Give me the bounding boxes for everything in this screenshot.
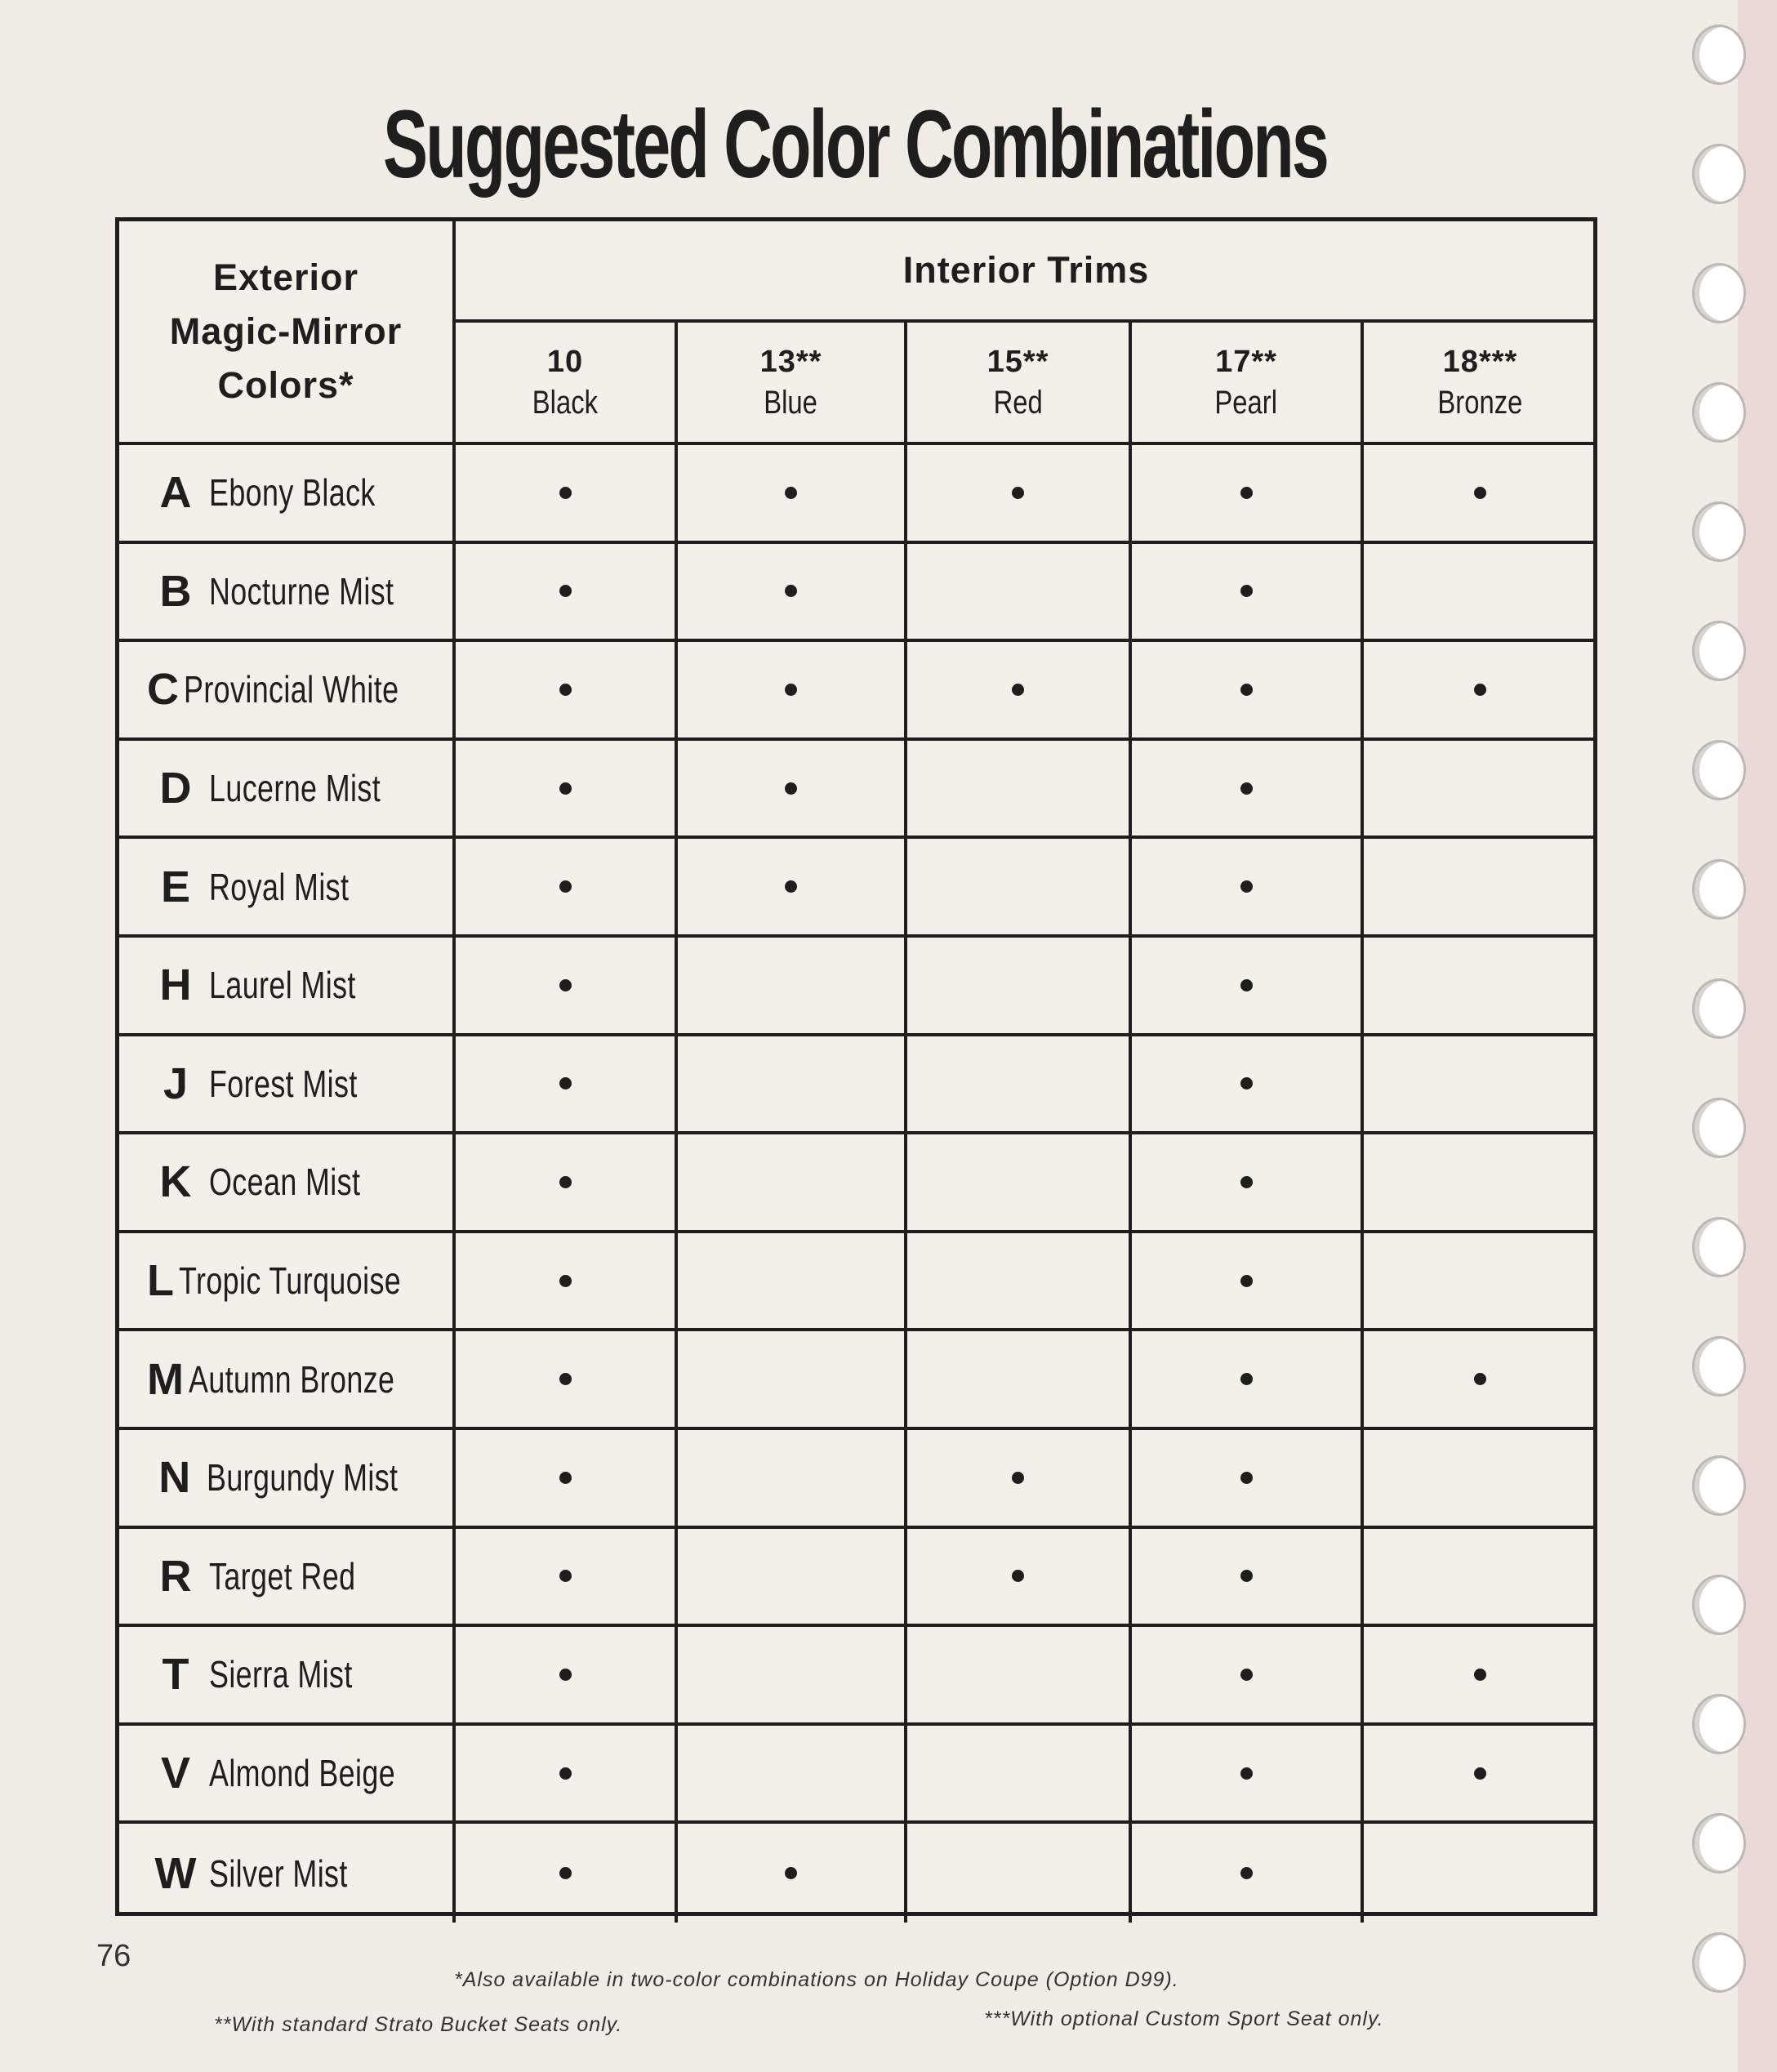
combination-cell — [1132, 1134, 1364, 1233]
available-dot-icon — [559, 880, 572, 893]
combination-cell — [1132, 642, 1364, 741]
available-dot-icon — [559, 1373, 572, 1385]
available-dot-icon — [1240, 979, 1253, 991]
exterior-color-code: L — [147, 1256, 174, 1306]
exterior-color-name: Tropic Turquoise — [179, 1259, 402, 1303]
combination-cell — [1364, 544, 1597, 643]
available-dot-icon — [559, 487, 572, 499]
combination-cell — [456, 1726, 678, 1825]
exterior-color-label — [119, 938, 456, 1036]
combination-cell — [456, 1331, 678, 1430]
binder-hole-icon — [1692, 1336, 1746, 1397]
trim-code: 15** — [986, 345, 1049, 379]
available-dot-icon — [785, 684, 797, 696]
available-dot-icon — [1012, 1570, 1024, 1582]
combination-cell — [907, 1036, 1132, 1135]
exterior-color-code: W — [154, 1848, 197, 1898]
binding-edge — [1738, 0, 1777, 2072]
exterior-color-label — [119, 1331, 456, 1430]
available-dot-icon — [559, 585, 572, 597]
available-dot-icon — [1240, 1867, 1253, 1879]
exterior-color-name: Nocturne Mist — [209, 569, 394, 613]
exterior-color-name: Burgundy Mist — [207, 1456, 399, 1499]
combination-cell — [1132, 1529, 1364, 1628]
exterior-color-code: C — [147, 665, 179, 715]
combination-cell — [1364, 1036, 1597, 1135]
trim-code: 17** — [1215, 345, 1277, 379]
combination-cell — [678, 642, 907, 741]
exterior-color-name: Almond Beige — [209, 1752, 396, 1795]
exterior-color-name: Sierra Mist — [209, 1653, 353, 1696]
binder-hole-icon — [1692, 1932, 1746, 1993]
combination-cell — [1132, 1824, 1364, 1923]
exterior-color-label — [119, 642, 456, 741]
available-dot-icon — [559, 1275, 572, 1287]
combination-cell — [907, 938, 1132, 1036]
exterior-color-label — [119, 839, 456, 938]
available-dot-icon — [1240, 1176, 1253, 1188]
combination-cell — [907, 1824, 1132, 1923]
available-dot-icon — [1012, 1472, 1024, 1484]
trim-code: 10 — [546, 345, 584, 379]
available-dot-icon — [1240, 1570, 1253, 1582]
trim-header — [1364, 323, 1597, 445]
exterior-color-name: Ebony Black — [209, 471, 376, 515]
combination-cell — [1132, 938, 1364, 1036]
combination-cell — [456, 544, 678, 643]
combination-cell — [456, 1529, 678, 1628]
available-dot-icon — [1012, 487, 1024, 499]
available-dot-icon — [1474, 1373, 1486, 1385]
combination-cell — [907, 1134, 1132, 1233]
available-dot-icon — [559, 1767, 572, 1780]
available-dot-icon — [1240, 487, 1253, 499]
binder-hole-icon — [1692, 1455, 1746, 1516]
binder-hole-icon — [1692, 621, 1746, 681]
available-dot-icon — [1240, 585, 1253, 597]
combination-cell — [1132, 1430, 1364, 1529]
trim-header — [456, 323, 678, 445]
available-dot-icon — [559, 1176, 572, 1188]
combination-cell — [1132, 741, 1364, 840]
exterior-color-code: H — [159, 960, 192, 1010]
available-dot-icon — [559, 1867, 572, 1879]
binder-hole-icon — [1692, 1813, 1746, 1874]
combination-cell — [678, 1036, 907, 1135]
combination-cell — [1364, 1134, 1597, 1233]
combination-cell — [678, 445, 907, 544]
exterior-header-line-1: Exterior — [212, 256, 359, 298]
combination-cell — [1132, 1627, 1364, 1726]
combination-cell — [456, 445, 678, 544]
binder-hole-icon — [1692, 859, 1746, 920]
binder-hole-icon — [1692, 25, 1746, 85]
combination-cell — [1132, 1233, 1364, 1332]
combination-cell — [907, 642, 1132, 741]
exterior-header-line-2: Magic-Mirror — [169, 310, 403, 352]
combination-cell — [907, 1430, 1132, 1529]
trim-header — [907, 323, 1132, 445]
available-dot-icon — [559, 684, 572, 696]
available-dot-icon — [1240, 1767, 1253, 1780]
combination-cell — [456, 1134, 678, 1233]
combination-cell — [907, 839, 1132, 938]
available-dot-icon — [1474, 1669, 1486, 1681]
combination-cell — [678, 938, 907, 1036]
available-dot-icon — [1240, 1373, 1253, 1385]
exterior-color-code: A — [159, 468, 192, 518]
binder-hole-icon — [1692, 740, 1746, 800]
combination-cell — [1364, 445, 1597, 544]
combination-cell — [678, 1529, 907, 1628]
available-dot-icon — [1474, 487, 1486, 499]
available-dot-icon — [1240, 880, 1253, 893]
combination-cell — [678, 1726, 907, 1825]
trim-name: Blue — [764, 385, 818, 421]
available-dot-icon — [785, 585, 797, 597]
combination-cell — [456, 1036, 678, 1135]
exterior-color-code: E — [160, 862, 191, 911]
trim-name: Red — [993, 385, 1043, 421]
binder-hole-icon — [1692, 1217, 1746, 1277]
combination-cell — [907, 1331, 1132, 1430]
available-dot-icon — [785, 880, 797, 893]
available-dot-icon — [1240, 1275, 1253, 1287]
combination-cell — [1132, 1036, 1364, 1135]
exterior-color-code: V — [160, 1749, 191, 1798]
exterior-color-name: Ocean Mist — [209, 1161, 361, 1204]
combination-cell — [1132, 1726, 1364, 1825]
combination-cell — [678, 1331, 907, 1430]
trim-name: Black — [532, 385, 599, 421]
combination-cell — [1364, 938, 1597, 1036]
combination-cell — [1364, 1726, 1597, 1825]
exterior-color-label — [119, 1824, 456, 1923]
available-dot-icon — [1474, 1767, 1486, 1780]
available-dot-icon — [559, 1669, 572, 1681]
combination-cell — [678, 1627, 907, 1726]
combination-cell — [907, 741, 1132, 840]
available-dot-icon — [1240, 1669, 1253, 1681]
combination-cell — [1132, 544, 1364, 643]
trim-header — [1132, 323, 1364, 445]
exterior-color-label — [119, 1529, 456, 1628]
exterior-color-name: Laurel Mist — [209, 964, 356, 1007]
binder-hole-icon — [1692, 978, 1746, 1039]
combination-cell — [907, 1233, 1132, 1332]
exterior-color-label — [119, 1036, 456, 1135]
trim-name: Pearl — [1214, 385, 1278, 421]
exterior-color-name: Silver Mist — [209, 1851, 348, 1895]
combination-cell — [1364, 1824, 1597, 1923]
available-dot-icon — [785, 1867, 797, 1879]
footnote-two-color: *Also available in two-color combinations on Holiday Coupe (Option D99). — [454, 1968, 1179, 1991]
exterior-color-code: D — [159, 764, 192, 813]
color-combination-table — [115, 217, 1597, 1916]
available-dot-icon — [559, 1472, 572, 1484]
available-dot-icon — [1240, 1077, 1253, 1089]
combination-cell — [678, 1233, 907, 1332]
binder-hole-icon — [1692, 1575, 1746, 1635]
exterior-color-label — [119, 1726, 456, 1825]
combination-cell — [456, 938, 678, 1036]
combination-cell — [678, 1134, 907, 1233]
available-dot-icon — [559, 1570, 572, 1582]
combination-cell — [1364, 1233, 1597, 1332]
exterior-color-code: R — [159, 1551, 192, 1601]
exterior-color-label — [119, 1134, 456, 1233]
available-dot-icon — [559, 782, 572, 795]
exterior-color-label — [119, 445, 456, 544]
footnote-custom-sport-seat: ***With optional Custom Sport Seat only. — [984, 2007, 1384, 2030]
available-dot-icon — [1474, 684, 1486, 696]
combination-cell — [907, 1726, 1132, 1825]
combination-cell — [1364, 1430, 1597, 1529]
binder-hole-icon — [1692, 501, 1746, 562]
exterior-colors-header — [119, 221, 456, 445]
combination-cell — [1132, 445, 1364, 544]
exterior-color-code: M — [147, 1354, 184, 1404]
combination-cell — [1364, 741, 1597, 840]
combination-cell — [1364, 642, 1597, 741]
available-dot-icon — [1240, 782, 1253, 795]
combination-cell — [907, 1627, 1132, 1726]
binder-hole-icon — [1692, 1098, 1746, 1158]
exterior-color-name: Forest Mist — [209, 1062, 358, 1105]
combination-cell — [907, 445, 1132, 544]
footnote-bucket-seats: **With standard Strato Bucket Seats only. — [214, 2013, 623, 2036]
available-dot-icon — [559, 979, 572, 991]
exterior-color-label — [119, 741, 456, 840]
trim-code: 13** — [759, 345, 822, 379]
exterior-color-label — [119, 1233, 456, 1332]
exterior-color-code: K — [159, 1157, 192, 1207]
combination-cell — [678, 741, 907, 840]
exterior-color-name: Target Red — [209, 1554, 356, 1597]
exterior-color-name: Lucerne Mist — [209, 767, 381, 810]
combination-cell — [456, 1627, 678, 1726]
available-dot-icon — [1240, 684, 1253, 696]
interior-trims-header: Interior Trims — [456, 221, 1597, 323]
binder-hole-icon — [1692, 144, 1746, 204]
combination-cell — [678, 1824, 907, 1923]
combination-cell — [907, 544, 1132, 643]
combination-cell — [1132, 1331, 1364, 1430]
binder-hole-icon — [1692, 263, 1746, 323]
trim-header — [678, 323, 907, 445]
exterior-color-code: J — [163, 1058, 189, 1108]
binder-hole-icon — [1692, 382, 1746, 443]
available-dot-icon — [785, 782, 797, 795]
combination-cell — [1364, 1331, 1597, 1430]
combination-cell — [456, 1824, 678, 1923]
available-dot-icon — [1240, 1472, 1253, 1484]
combination-cell — [456, 642, 678, 741]
combination-cell — [1364, 839, 1597, 938]
combination-cell — [456, 839, 678, 938]
combination-cell — [456, 741, 678, 840]
combination-cell — [456, 1233, 678, 1332]
combination-cell — [678, 1430, 907, 1529]
trim-name: Bronze — [1437, 385, 1523, 421]
available-dot-icon — [559, 1077, 572, 1089]
combination-cell — [678, 544, 907, 643]
binder-hole-icon — [1692, 1694, 1746, 1754]
page-title: Suggested Color Combinations — [382, 91, 1328, 198]
exterior-color-label — [119, 544, 456, 643]
page-number: 76 — [96, 1939, 131, 1973]
available-dot-icon — [785, 487, 797, 499]
exterior-header-line-3: Colors* — [217, 364, 354, 406]
exterior-color-code: N — [158, 1453, 191, 1503]
exterior-color-name: Autumn Bronze — [188, 1357, 395, 1401]
combination-cell — [456, 1430, 678, 1529]
combination-cell — [907, 1529, 1132, 1628]
exterior-color-name: Royal Mist — [209, 865, 350, 908]
exterior-color-code: T — [162, 1650, 189, 1700]
combination-cell — [1132, 839, 1364, 938]
exterior-color-code: B — [159, 566, 192, 616]
exterior-color-label — [119, 1430, 456, 1529]
combination-cell — [1364, 1627, 1597, 1726]
combination-cell — [1364, 1529, 1597, 1628]
exterior-color-label — [119, 1627, 456, 1726]
exterior-color-name: Provincial White — [184, 668, 399, 711]
combination-cell — [678, 839, 907, 938]
trim-code: 18*** — [1442, 345, 1518, 379]
available-dot-icon — [1012, 684, 1024, 696]
